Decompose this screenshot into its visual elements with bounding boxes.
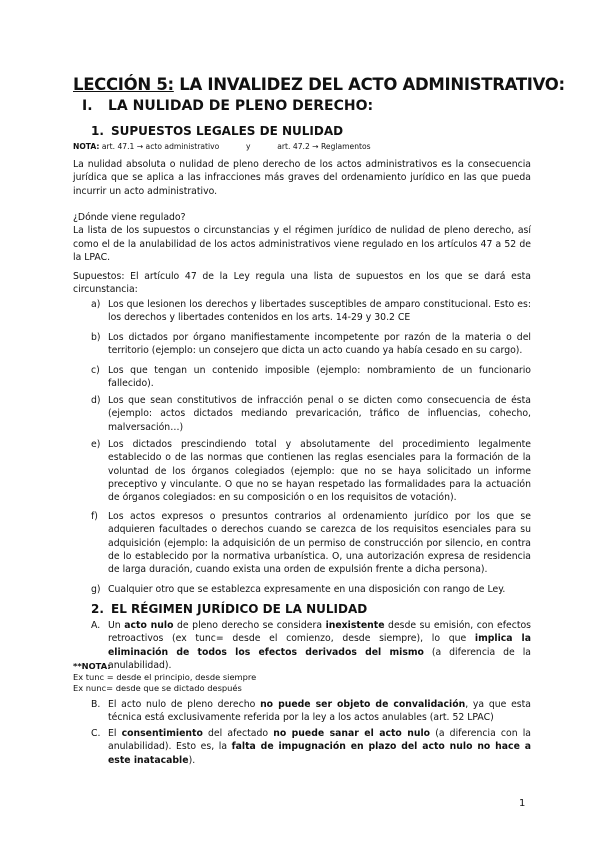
list-item bbox=[73, 698, 531, 725]
note-label: NOTA: bbox=[73, 142, 100, 151]
list-marker: g) bbox=[91, 584, 101, 595]
list-item bbox=[73, 298, 531, 325]
list-text: Cualquier otro que se establezca expresamente en una disposición con rango de Ley. bbox=[108, 584, 506, 595]
list-item bbox=[73, 331, 531, 358]
list-marker: c) bbox=[91, 365, 100, 376]
list-item bbox=[73, 583, 531, 596]
note-ex-tunc: Ex tunc = desde el principio, desde siempre bbox=[73, 672, 257, 682]
paragraph-regulation bbox=[73, 211, 531, 264]
note-ex-nunc: Ex nunc= desde que se dictado después bbox=[73, 683, 242, 693]
list-marker: f) bbox=[91, 511, 98, 522]
regulation-question: ¿Dónde viene regulado? bbox=[73, 212, 186, 223]
paragraph-definition: La nulidad absoluta o nulidad de pleno derecho de los actos administrativos es la consecuencia jurídica que se aplica a las infracciones más graves del ordenamiento jurídico en las que pueda incurrir un acto administrativo. bbox=[73, 159, 531, 197]
subsection-title: EL RÉGIMEN JURÍDICO DE LA NULIDAD bbox=[111, 602, 368, 616]
list-marker: d) bbox=[91, 395, 101, 406]
list-text: Los actos expresos o presuntos contrarios al ordenamiento jurídico por los que se adquieren facultades o derechos cuando se carezca de los requisitos esenciales para su adquisición (ejemplo: la adquisición de un permiso de construcción por silencio, en contra de lo establecido por la normativa urbanística. O, una autorización expresa de residencia de larga duración, cuando exista una orden de expulsión frente a dicha persona). bbox=[108, 511, 531, 576]
list-text: Los que lesionen los derechos y libertades susceptibles de amparo constitucional. Esto es: los derechos y libertades contenidos en los arts. 14-29 y 30.2 CE bbox=[108, 299, 531, 324]
paragraph-supuestos: Supuestos: El artículo 47 de la Ley regula una lista de supuestos en los que se dará esta circunstancia: bbox=[73, 271, 531, 296]
list-text: Un acto nulo de pleno derecho se considera inexistente desde su emisión, con efectos retroactivos (ex tunc= desde el comienzo, desde siempre), lo que implica la eliminación de todos los efectos derivados del mismo (a diferencia de la anulabilidad). bbox=[108, 620, 532, 671]
list-marker: B. bbox=[91, 699, 101, 710]
list-item bbox=[73, 510, 531, 576]
lesson-title bbox=[73, 75, 565, 94]
section-number: I. bbox=[82, 98, 93, 114]
lesson-label: LECCIÓN 5: bbox=[73, 75, 174, 94]
list-marker: a) bbox=[91, 299, 101, 310]
note-article-b: art. 47.2 → Reglamentos bbox=[277, 142, 371, 151]
list-item bbox=[73, 394, 531, 434]
list-marker: C. bbox=[91, 728, 101, 739]
regulation-text: La lista de los supuestos o circunstancias y el régimen jurídico de nulidad de pleno derecho, así como el de la anulabilidad de los actos administrativos viene regulado en los artículos 47 a 52 de la LPAC. bbox=[73, 225, 531, 263]
list-text: El consentimiento del afectado no puede sanar el acto nulo (a diferencia con la anulabilidad). Esto es, la falta de impugnación en plazo del acto nulo no hace a este inatacable). bbox=[108, 728, 532, 766]
subsection-heading-2 bbox=[91, 602, 367, 616]
list-item bbox=[73, 438, 531, 504]
note-label: **NOTA: bbox=[73, 661, 111, 671]
list-text: Los que tengan un contenido imposible (ejemplo: nombramiento de un funcionario fallecido). bbox=[108, 365, 531, 390]
list-text: Los dictados por órgano manifiestamente incompetente por razón de la materia o del territorio (ejemplo: un consejero que dicta un acto cuando ya había cesado en su cargo). bbox=[108, 332, 531, 357]
list-marker: A. bbox=[91, 620, 101, 631]
list-item bbox=[73, 364, 531, 391]
subsection-title: SUPUESTOS LEGALES DE NULIDAD bbox=[111, 124, 344, 138]
lesson-title-text: LA INVALIDEZ DEL ACTO ADMINISTRATIVO: bbox=[173, 75, 565, 94]
list-marker: b) bbox=[91, 332, 101, 343]
note-connector: y bbox=[246, 142, 251, 151]
note-latin bbox=[73, 661, 256, 694]
list-item bbox=[73, 727, 531, 767]
page-number: 1 bbox=[519, 798, 526, 809]
list-text: Los que sean constitutivos de infracción penal o se dicten como consecuencia de ésta (ejemplo: actos dictados mediando prevaricación, tráfico de influencias, cohecho, malversación…) bbox=[108, 395, 531, 433]
list-text: Los dictados prescindiendo total y absolutamente del procedimiento legalmente establecido o de las normas que contienen las reglas esenciales para la formación de la voluntad de los órganos colegiados (ejemplo: que no se haya solicitado un informe preceptivo y vinculante. O que no se hayan respetado las formalidades para la actuación de órganos colegiados: en su composición o en los requisitos de votación). bbox=[108, 439, 531, 504]
note-articles bbox=[73, 142, 371, 151]
subsection-number: 2. bbox=[91, 602, 104, 616]
list-text: El acto nulo de pleno derecho no puede ser objeto de convalidación, ya que esta técnica está exclusivamente referida por la ley a los actos anulables (art. 52 LPAC) bbox=[108, 699, 531, 724]
section-title: LA NULIDAD DE PLENO DERECHO: bbox=[108, 98, 374, 114]
subsection-heading-1 bbox=[91, 124, 343, 138]
section-heading bbox=[82, 98, 373, 114]
subsection-number: 1. bbox=[91, 124, 104, 138]
note-article-a: art. 47.1 → acto administrativo bbox=[99, 142, 220, 151]
list-marker: e) bbox=[91, 439, 101, 450]
